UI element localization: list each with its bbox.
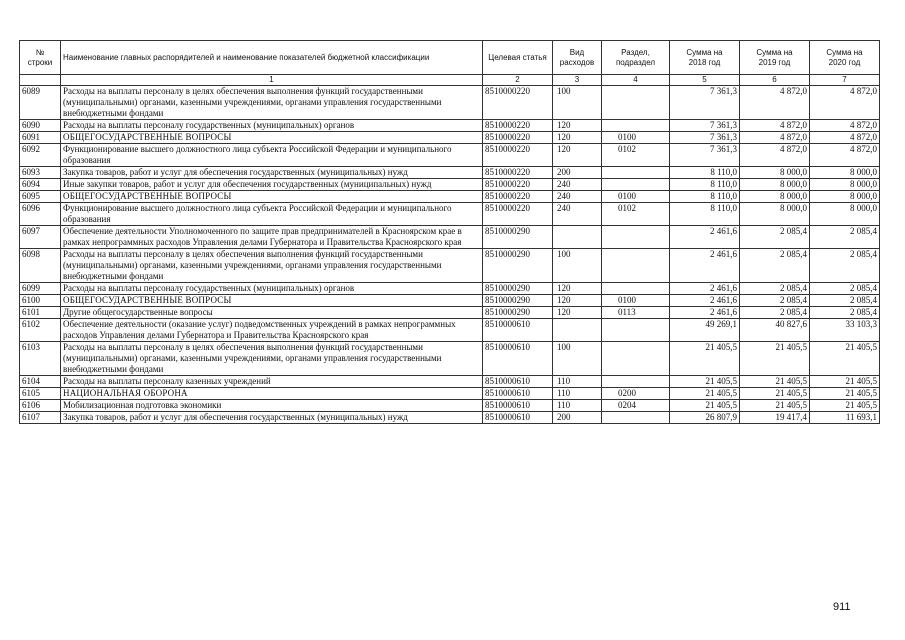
sum-2020: 2 085,4: [810, 307, 880, 319]
section-code: [602, 376, 670, 388]
sum-2020: 2 085,4: [810, 226, 880, 249]
expense-type: 240: [553, 203, 602, 226]
table-row: [20, 191, 880, 203]
expense-type: 120: [553, 307, 602, 319]
target-article: 8510000220: [483, 203, 553, 226]
table-row: [20, 295, 880, 307]
row-name: Расходы на выплаты персоналу государственных (муниципальных) органов: [61, 120, 483, 132]
row-name: Обеспечение деятельности Уполномоченного по защите прав предпринимателей в Красноярском крае в рамках непрограммных расходов Управления делами Губернатора и Правительства Красноярского края: [61, 226, 483, 249]
col-number-3: 3: [553, 75, 602, 86]
sum-2018: 7 361,3: [670, 120, 740, 132]
target-article: 8510000610: [483, 342, 553, 376]
sum-2018: 7 361,3: [670, 132, 740, 144]
sum-2019: 4 872,0: [740, 144, 810, 167]
target-article: 8510000290: [483, 295, 553, 307]
sum-2019: 8 000,0: [740, 191, 810, 203]
section-code: [602, 342, 670, 376]
sum-2018: 26 807,9: [670, 412, 740, 424]
sum-2020: 4 872,0: [810, 120, 880, 132]
expense-type: 110: [553, 376, 602, 388]
table-row: [20, 376, 880, 388]
expense-type: 120: [553, 283, 602, 295]
table-body: [20, 86, 880, 424]
table-row: [20, 400, 880, 412]
sum-2020: 21 405,5: [810, 342, 880, 376]
col-number-4: 4: [602, 75, 670, 86]
section-code: 0100: [602, 132, 670, 144]
expense-type: 120: [553, 295, 602, 307]
section-code: 0102: [602, 144, 670, 167]
header-sum-2018: Сумма на 2018 год: [670, 41, 740, 75]
expense-type: 200: [553, 167, 602, 179]
table-row: [20, 167, 880, 179]
page-number: 911: [833, 601, 851, 613]
sum-2018: 2 461,6: [670, 226, 740, 249]
expense-type: [553, 226, 602, 249]
col-number-1: 1: [61, 75, 483, 86]
sum-2018: 49 269,1: [670, 319, 740, 342]
sum-2019: 21 405,5: [740, 400, 810, 412]
col-number-6: 6: [740, 75, 810, 86]
sum-2018: 8 110,0: [670, 203, 740, 226]
row-number: 6096: [20, 203, 61, 226]
section-code: 0200: [602, 388, 670, 400]
section-code: [602, 226, 670, 249]
target-article: 8510000290: [483, 307, 553, 319]
table-row: [20, 319, 880, 342]
section-code: [602, 412, 670, 424]
sum-2019: 4 872,0: [740, 132, 810, 144]
sum-2018: 2 461,6: [670, 295, 740, 307]
col-number-5: 5: [670, 75, 740, 86]
sum-2019: 2 085,4: [740, 249, 810, 283]
target-article: 8510000220: [483, 167, 553, 179]
sum-2020: 4 872,0: [810, 132, 880, 144]
row-name: Мобилизационная подготовка экономики: [61, 400, 483, 412]
sum-2020: 2 085,4: [810, 295, 880, 307]
col-number-blank: [20, 75, 61, 86]
sum-2019: 2 085,4: [740, 307, 810, 319]
header-sum-2020: Сумма на 2020 год: [810, 41, 880, 75]
row-name: Расходы на выплаты персоналу государственных (муниципальных) органов: [61, 283, 483, 295]
sum-2020: 8 000,0: [810, 203, 880, 226]
row-name: ОБЩЕГОСУДАРСТВЕННЫЕ ВОПРОСЫ: [61, 295, 483, 307]
sum-2018: 7 361,3: [670, 144, 740, 167]
target-article: 8510000610: [483, 376, 553, 388]
section-code: [602, 120, 670, 132]
sum-2020: 21 405,5: [810, 400, 880, 412]
table-row: [20, 412, 880, 424]
sum-2020: 21 405,5: [810, 388, 880, 400]
target-article: 8510000220: [483, 191, 553, 203]
row-number: 6090: [20, 120, 61, 132]
row-number: 6105: [20, 388, 61, 400]
target-article: 8510000610: [483, 412, 553, 424]
table-row: [20, 144, 880, 167]
section-code: [602, 283, 670, 295]
expense-type: 120: [553, 144, 602, 167]
section-code: 0204: [602, 400, 670, 412]
target-article: 8510000610: [483, 319, 553, 342]
header-expense-type: Вид расходов: [553, 41, 602, 75]
row-name: ОБЩЕГОСУДАРСТВЕННЫЕ ВОПРОСЫ: [61, 132, 483, 144]
section-code: [602, 179, 670, 191]
expense-type: 100: [553, 342, 602, 376]
target-article: 8510000220: [483, 144, 553, 167]
sum-2020: 8 000,0: [810, 167, 880, 179]
row-name: Другие общегосударственные вопросы: [61, 307, 483, 319]
section-code: 0102: [602, 203, 670, 226]
table-row: [20, 226, 880, 249]
row-name: Расходы на выплаты персоналу казенных учреждений: [61, 376, 483, 388]
row-name: Функционирование высшего должностного лица субъекта Российской Федерации и муниципального образования: [61, 144, 483, 167]
target-article: 8510000610: [483, 400, 553, 412]
row-number: 6107: [20, 412, 61, 424]
sum-2020: 21 405,5: [810, 376, 880, 388]
section-code: [602, 86, 670, 120]
sum-2019: 21 405,5: [740, 342, 810, 376]
sum-2020: 8 000,0: [810, 191, 880, 203]
sum-2019: 4 872,0: [740, 120, 810, 132]
section-code: 0113: [602, 307, 670, 319]
sum-2019: 2 085,4: [740, 283, 810, 295]
sum-2018: 7 361,3: [670, 86, 740, 120]
row-name: Расходы на выплаты персоналу в целях обеспечения выполнения функций государственными (муниципальными) органами, казенными учреждениями, органами управления государственными внебюджетными фондами: [61, 342, 483, 376]
sum-2020: 8 000,0: [810, 179, 880, 191]
row-number: 6102: [20, 319, 61, 342]
target-article: 8510000220: [483, 132, 553, 144]
header-section: Раздел, подраздел: [602, 41, 670, 75]
sum-2019: 8 000,0: [740, 179, 810, 191]
sum-2019: 21 405,5: [740, 388, 810, 400]
header-target-article: Целевая статья: [483, 41, 553, 75]
expense-type: 240: [553, 179, 602, 191]
sum-2018: 21 405,5: [670, 388, 740, 400]
sum-2020: 4 872,0: [810, 144, 880, 167]
row-number: 6093: [20, 167, 61, 179]
expense-type: 120: [553, 120, 602, 132]
sum-2018: 2 461,6: [670, 249, 740, 283]
sum-2019: 4 872,0: [740, 86, 810, 120]
row-number: 6099: [20, 283, 61, 295]
target-article: 8510000220: [483, 120, 553, 132]
row-name: Обеспечение деятельности (оказание услуг) подведомственных учреждений в рамках непрограммных расходов Управления делами Губернатора и Правительства Красноярского края: [61, 319, 483, 342]
table-row: [20, 249, 880, 283]
row-number: 6098: [20, 249, 61, 283]
expense-type: 110: [553, 400, 602, 412]
sum-2018: 8 110,0: [670, 179, 740, 191]
section-code: [602, 319, 670, 342]
row-name: Функционирование высшего должностного лица субъекта Российской Федерации и муниципального образования: [61, 203, 483, 226]
sum-2019: 40 827,6: [740, 319, 810, 342]
table-row: [20, 120, 880, 132]
sum-2020: 2 085,4: [810, 249, 880, 283]
sum-2018: 8 110,0: [670, 167, 740, 179]
row-number: 6091: [20, 132, 61, 144]
table-row: [20, 307, 880, 319]
sum-2020: 4 872,0: [810, 86, 880, 120]
row-name: Расходы на выплаты персоналу в целях обеспечения выполнения функций государственными (муниципальными) органами, казенными учреждениями, органами управления государственными внебюджетными фондами: [61, 86, 483, 120]
sum-2019: 2 085,4: [740, 226, 810, 249]
target-article: 8510000610: [483, 388, 553, 400]
target-article: 8510000290: [483, 249, 553, 283]
sum-2018: 21 405,5: [670, 342, 740, 376]
expense-type: [553, 319, 602, 342]
row-name: Закупка товаров, работ и услуг для обеспечения государственных (муниципальных) нужд: [61, 412, 483, 424]
table-row: [20, 388, 880, 400]
sum-2019: 8 000,0: [740, 167, 810, 179]
row-name: Иные закупки товаров, работ и услуг для обеспечения государственных (муниципальных) нужд: [61, 179, 483, 191]
row-name: Расходы на выплаты персоналу в целях обеспечения выполнения функций государственными (муниципальными) органами, казенными учреждениями, органами управления государственными внебюджетными фондами: [61, 249, 483, 283]
table-row: [20, 132, 880, 144]
col-number-2: 2: [483, 75, 553, 86]
col-number-7: 7: [810, 75, 880, 86]
section-code: [602, 167, 670, 179]
sum-2018: 21 405,5: [670, 376, 740, 388]
row-number: 6106: [20, 400, 61, 412]
sum-2018: 2 461,6: [670, 307, 740, 319]
expense-type: 100: [553, 249, 602, 283]
row-number: 6101: [20, 307, 61, 319]
expense-type: 120: [553, 132, 602, 144]
section-code: 0100: [602, 191, 670, 203]
expense-type: 240: [553, 191, 602, 203]
section-code: [602, 249, 670, 283]
row-number: 6089: [20, 86, 61, 120]
sum-2019: 8 000,0: [740, 203, 810, 226]
sum-2018: 8 110,0: [670, 191, 740, 203]
target-article: 8510000290: [483, 283, 553, 295]
sum-2019: 19 417,4: [740, 412, 810, 424]
target-article: 8510000290: [483, 226, 553, 249]
sum-2019: 2 085,4: [740, 295, 810, 307]
sum-2020: 2 085,4: [810, 283, 880, 295]
header-row-number: № строки: [20, 41, 61, 75]
expense-type: 100: [553, 86, 602, 120]
sum-2018: 2 461,6: [670, 283, 740, 295]
header-name: Наименование главных распорядителей и наименование показателей бюджетной классификации: [61, 41, 483, 75]
row-number: 6092: [20, 144, 61, 167]
row-name: ОБЩЕГОСУДАРСТВЕННЫЕ ВОПРОСЫ: [61, 191, 483, 203]
sum-2019: 21 405,5: [740, 376, 810, 388]
row-number: 6100: [20, 295, 61, 307]
row-name: НАЦИОНАЛЬНАЯ ОБОРОНА: [61, 388, 483, 400]
row-name: Закупка товаров, работ и услуг для обеспечения государственных (муниципальных) нужд: [61, 167, 483, 179]
budget-table: [19, 40, 880, 424]
sum-2020: 11 693,1: [810, 412, 880, 424]
sum-2020: 33 103,3: [810, 319, 880, 342]
sum-2018: 21 405,5: [670, 400, 740, 412]
table-row: [20, 283, 880, 295]
row-number: 6095: [20, 191, 61, 203]
expense-type: 200: [553, 412, 602, 424]
row-number: 6104: [20, 376, 61, 388]
table-row: [20, 86, 880, 120]
table-row: [20, 203, 880, 226]
table-row: [20, 179, 880, 191]
table-row: [20, 342, 880, 376]
section-code: 0100: [602, 295, 670, 307]
target-article: 8510000220: [483, 179, 553, 191]
header-sum-2019: Сумма на 2019 год: [740, 41, 810, 75]
row-number: 6094: [20, 179, 61, 191]
target-article: 8510000220: [483, 86, 553, 120]
row-number: 6103: [20, 342, 61, 376]
row-number: 6097: [20, 226, 61, 249]
expense-type: 110: [553, 388, 602, 400]
